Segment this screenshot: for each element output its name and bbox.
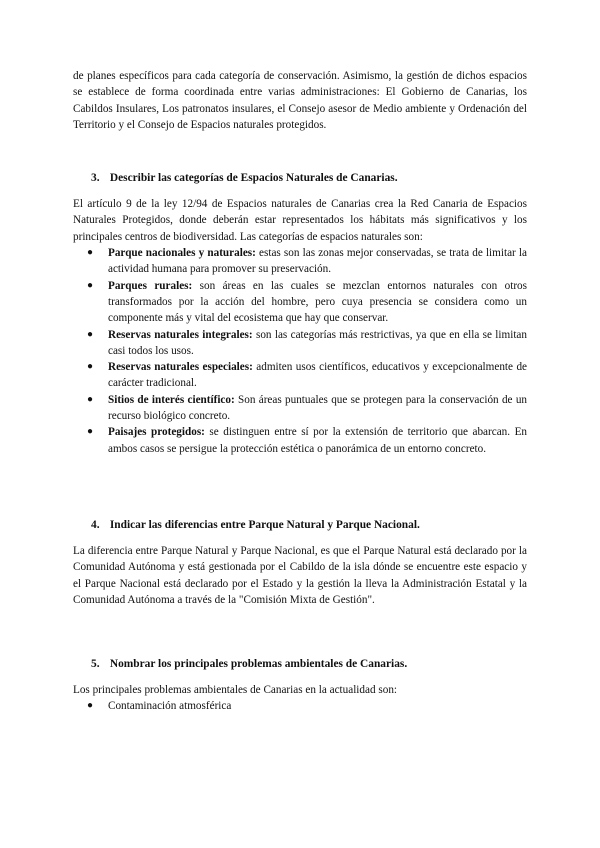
list-item: [73, 359, 527, 392]
section-4-paragraph: La diferencia entre Parque Natural y Parque Nacional, es que el Parque Natural está declarado por la Comunidad Autónoma y está gestionada por el Cabildo de la isla dónde se encuentre este espacio y el Parque Nacional está declarado por el Estado y la gestión la lleva la Administración Estatal y la Comunidad Autónoma a través de la "Comisión Mixta de Gestión".: [73, 544, 527, 606]
list-item: [73, 424, 527, 457]
list-item-term: Reservas naturales integrales:: [108, 328, 253, 341]
list-item-term: Parques rurales:: [108, 279, 193, 292]
list-item-term: Parque nacionales y naturales:: [108, 247, 256, 260]
document-page: [73, 68, 527, 715]
section-5-number: 5.: [91, 658, 100, 671]
section-5-heading: [73, 656, 527, 672]
section-5-paragraph: Los principales problemas ambientales de Canarias en la actualidad son:: [73, 684, 398, 697]
bullet-icon: ●: [87, 393, 94, 405]
section-4-number: 4.: [91, 518, 100, 531]
list-item: [73, 278, 527, 327]
bullet-icon: ●: [87, 426, 94, 438]
list-item-text: se distinguen entre sí por la extensión de territorio que abarcan. En ambos casos se persigue la protección estética o panorámica de un entorno concreto.: [108, 426, 527, 455]
list-item-text: admiten usos científicos, educativos y excepcionalmente de carácter tradicional.: [108, 361, 528, 390]
section-3-title: Describir las categorías de Espacios Naturales de Canarias.: [109, 172, 398, 185]
list-item-text: son las categorías más restrictivas, ya que en ella se limitan casi todos los usos.: [108, 328, 527, 357]
list-item: [73, 327, 527, 360]
list-item: [73, 392, 527, 425]
section-4-title: Indicar las diferencias entre Parque Natural y Parque Nacional.: [109, 518, 420, 531]
list-item-term: Reservas naturales especiales:: [108, 361, 253, 374]
list-item-term: Sitios de interés científico:: [108, 393, 235, 406]
section-4-heading: [73, 517, 527, 533]
section-3-number: 3.: [91, 172, 100, 185]
bullet-icon: ●: [87, 700, 94, 712]
intro-paragraph: de planes específicos para cada categoría de conservación. Asimismo, la gestión de dichos espacios se establece de forma coordinada entre varias administraciones: El Gobierno de Canarias, los Cabildos Insulares, Los patronatos insulares, el Consejo asesor de Medio ambiente y Ordenación del Territorio y el Consejo de Espacios naturales protegidos.: [73, 70, 527, 131]
section-3-list: [73, 245, 527, 457]
bullet-icon: ●: [87, 279, 94, 291]
section-5-title: Nombrar los principales problemas ambientales de Canarias.: [109, 658, 408, 671]
section-3-heading: [73, 170, 527, 186]
list-item-text: Contaminación atmosférica: [108, 700, 232, 713]
section-5-list: [73, 698, 527, 714]
list-item-text: Son áreas puntuales que se protegen para la conservación de un recurso biológico concreto.: [108, 393, 528, 423]
list-item-term: Paisajes protegidos:: [108, 426, 205, 439]
bullet-icon: ●: [87, 247, 94, 259]
list-item: [73, 698, 527, 714]
list-item-text: son áreas en las cuales se mezclan entornos naturales con otros transformados por la acción del hombre, pero cuya presencia se considera como un componente más y vital del ecosistema que hay que conservar.: [108, 279, 527, 325]
section-3-paragraph: El artículo 9 de la ley 12/94 de Espacios naturales de Canarias crea la Red Canaria de Espacios Naturales Protegidos, donde deberán estar representados los hábitats más significativos y los principales centros de biodiversidad. Las categorías de espacios naturales son:: [73, 198, 527, 243]
bullet-icon: ●: [87, 361, 94, 373]
list-item: [73, 245, 527, 278]
list-item-text: estas son las zonas mejor conservadas, se trata de limitar la actividad humana para promover su preservación.: [108, 247, 527, 276]
bullet-icon: ●: [87, 328, 94, 340]
